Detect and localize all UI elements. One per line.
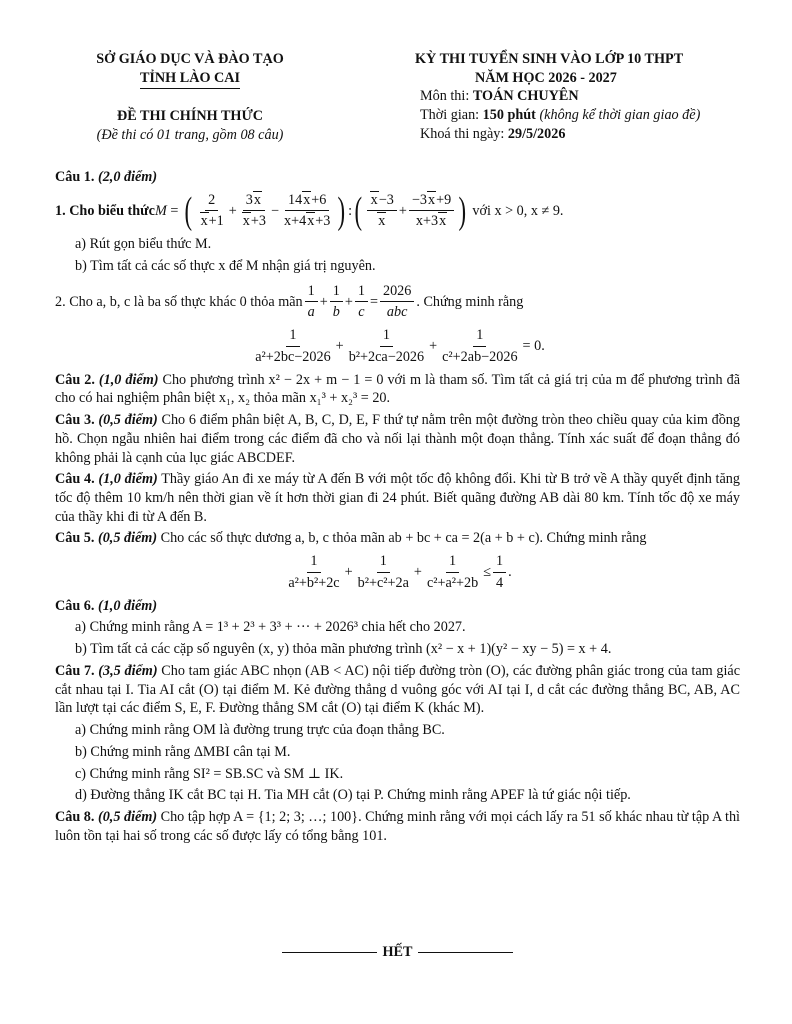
q1-part1-lead: 1. Cho biểu thức xyxy=(55,202,155,219)
subject-line xyxy=(420,87,755,106)
question-4-points: (1,0 điểm) xyxy=(94,471,158,488)
question-3 xyxy=(55,411,740,467)
end-marker xyxy=(55,943,740,962)
question-6-points: (1,0 điểm) xyxy=(94,597,158,614)
exam-content xyxy=(55,168,740,960)
question-4 xyxy=(55,470,740,526)
question-5-text: Cho các số thực dương a, b, c thỏa mãn ab + bc + ca = 2(a + b + c). Chứng minh rằng xyxy=(157,530,647,547)
question-1-expression: 1. Cho biểu thức M = ( $\frac{2}{x+1}$ + $\frac{3x}{x+3}$ − $\frac{14x+6}{x+4x+3}$ ) : ( $\frac{x-3}{x}$ + $\frac{-3x+9}{x+3x}$ ) với x > 0, x ≠ 9. xyxy=(55,189,564,232)
question-1-heading xyxy=(55,168,740,187)
question-7-c: c) Chứng minh rằng SI² = SB.SC và SM ⊥ IK. xyxy=(75,765,344,782)
q1-part2-equation: $\frac{1}{\text{a²+2bc−2026}}$ + $\frac{1}{\text{b²+2ca−2026}}$ + $\frac{1}{\text{c²+2ab−2026}}$ = 0. xyxy=(255,327,545,365)
question-7 xyxy=(55,662,740,718)
question-7-text: Cho tam giác ABC nhọn (AB < AC) nội tiếp đường tròn (O), các đường phân giác trong của tam giác cắt nhau tại I. Tia AI cắt (O) tại điểm M. Kẻ đường thẳng d vuông góc với AI tại I, d cắt các đường thẳng BC, AB, AC lần lượt tại các điểm S, E, F. Đường thẳng SM cắt (O) tại điểm K (khác M). xyxy=(55,662,740,717)
question-1-points: (2,0 điểm) xyxy=(94,169,158,185)
question-2 xyxy=(55,371,740,408)
exam-type: ĐỀ THI CHÍNH THỨC xyxy=(117,108,263,125)
end-line-left xyxy=(282,952,377,953)
question-8 xyxy=(55,808,740,845)
end-label: HẾT xyxy=(382,944,413,960)
question-8-points: (0,5 điểm) xyxy=(94,809,158,826)
q1-part1-b: b) Tìm tất cả các số thực x để M nhận giá trị nguyên. xyxy=(75,257,376,274)
question-1-title: Câu 1. xyxy=(55,169,95,185)
question-2-points: (1,0 điểm) xyxy=(94,371,159,388)
subject-label: Môn thi: xyxy=(420,88,473,105)
province-name: TỈNH LÀO CAI xyxy=(140,69,240,90)
date-value: 29/5/2026 xyxy=(507,125,566,142)
q1-condition: với x > 0, x ≠ 9. xyxy=(472,202,564,219)
question-7-points: (3,5 điểm) xyxy=(94,662,158,679)
question-5-title: Câu 5. xyxy=(55,530,95,547)
header-left xyxy=(60,50,320,145)
time-note: (không kể thời gian giao đề) xyxy=(535,107,701,124)
question-6-title: Câu 6. xyxy=(55,597,95,614)
q1-part2-line: 2. Cho a, b, c là ba số thực khác 0 thỏa mãn $\frac{1}{a}$ + $\frac{1}{b}$ + $\frac{1}{c}$ = $\frac{2026}{\text{abc}}$ . Chứng minh rằng xyxy=(55,282,524,321)
end-line-right xyxy=(418,952,513,953)
question-2-title: Câu 2. xyxy=(55,371,95,388)
date-line xyxy=(420,125,755,144)
time-value: 150 phút xyxy=(482,107,536,124)
question-4-text: Thầy giáo An đi xe máy từ A đến B với một tốc độ không đổi. Khi từ B trở về A thầy quyết định tăng tốc độ thêm 10 km/h nên thời gian về ít hơn thời gian đi 24 phút. Biết quãng đường AB dài 80 km. Tính tốc độ xe máy của thầy khi đi từ A đến B. xyxy=(55,471,740,525)
question-3-title: Câu 3. xyxy=(55,412,95,429)
question-7-b: b) Chứng minh rằng ΔMBI cân tại M. xyxy=(75,743,291,760)
date-label: Khoá thi ngày: xyxy=(420,125,508,142)
time-line xyxy=(420,106,755,125)
q1-part2-lead: 2. Cho a, b, c là ba số thực khác 0 thỏa mãn xyxy=(55,293,303,310)
exam-name: KỲ THI TUYỂN SINH VÀO LỚP 10 THPT xyxy=(415,51,684,67)
question-8-text: Cho tập hợp A = {1; 2; 3; …; 100}. Chứng minh rằng với mọi cách lấy ra 51 số khác nhau từ tập A thì luôn tồn tại hai số trong các số được lấy có tổng bằng 101. xyxy=(55,809,740,844)
question-5 xyxy=(55,529,740,548)
question-6-a: a) Chứng minh rằng A = 1³ + 2³ + 3³ + ··· + 2026³ chia hết cho 2027. xyxy=(75,619,466,636)
question-3-text: Cho 6 điểm phân biệt A, B, C, D, E, F thứ tự nằm trên một đường tròn theo chiều quay của kim đồng hồ. Chọn ngẫu nhiên hai điểm trong các điểm đã cho và nối lại thành một đoạn thẳng. Tính xác suất để đoạn thẳng đó không phải là cạnh của lục giác ABCDEF. xyxy=(55,412,740,466)
question-7-a: a) Chứng minh rằng OM là đường trung trực của đoạn thẳng BC. xyxy=(75,722,445,739)
question-5-inequality: $\frac{1}{\text{a²+b²+2c}}$ + $\frac{1}{\text{b²+c²+2a}}$ + $\frac{1}{\text{c²+a²+2b}}$ ≤ $\frac{1}{4}$ . xyxy=(288,553,512,591)
time-label: Thời gian: xyxy=(420,107,483,124)
question-2-text: Cho phương trình x² − 2x + m − 1 = 0 với m là tham số. Tìm tất cả giá trị của m để phương trình đã cho có hai nghiệm phân biệt x₁, x₂ thỏa mãn x₁³ + x₂³ = 20. xyxy=(55,371,740,407)
exam-note: (Đề thi có 01 trang, gồm 08 câu) xyxy=(96,127,284,144)
department-name: SỞ GIÁO DỤC VÀ ĐÀO TẠO xyxy=(96,51,284,67)
question-8-title: Câu 8. xyxy=(55,809,95,826)
question-3-points: (0,5 điểm) xyxy=(94,412,158,429)
question-7-d: d) Đường thẳng IK cắt BC tại H. Tia MH cắt (O) tại P. Chứng minh rằng APEF là tứ giác nội tiếp. xyxy=(75,787,631,804)
q1-part1-a: a) Rút gọn biểu thức M. xyxy=(75,236,212,253)
question-5-points: (0,5 điểm) xyxy=(94,530,158,547)
subject: TOÁN CHUYÊN xyxy=(472,88,579,105)
question-7-title: Câu 7. xyxy=(55,662,95,679)
question-6-heading xyxy=(55,597,740,616)
q1-part2-tail: . Chứng minh rằng xyxy=(416,293,524,310)
question-6-b: b) Tìm tất cả các cặp số nguyên (x, y) thỏa mãn phương trình (x² − x + 1)(y² − xy − 5) = x + 4. xyxy=(75,641,612,658)
header-right xyxy=(415,50,755,144)
question-4-title: Câu 4. xyxy=(55,471,95,488)
school-year: NĂM HỌC 2026 - 2027 xyxy=(475,69,617,86)
